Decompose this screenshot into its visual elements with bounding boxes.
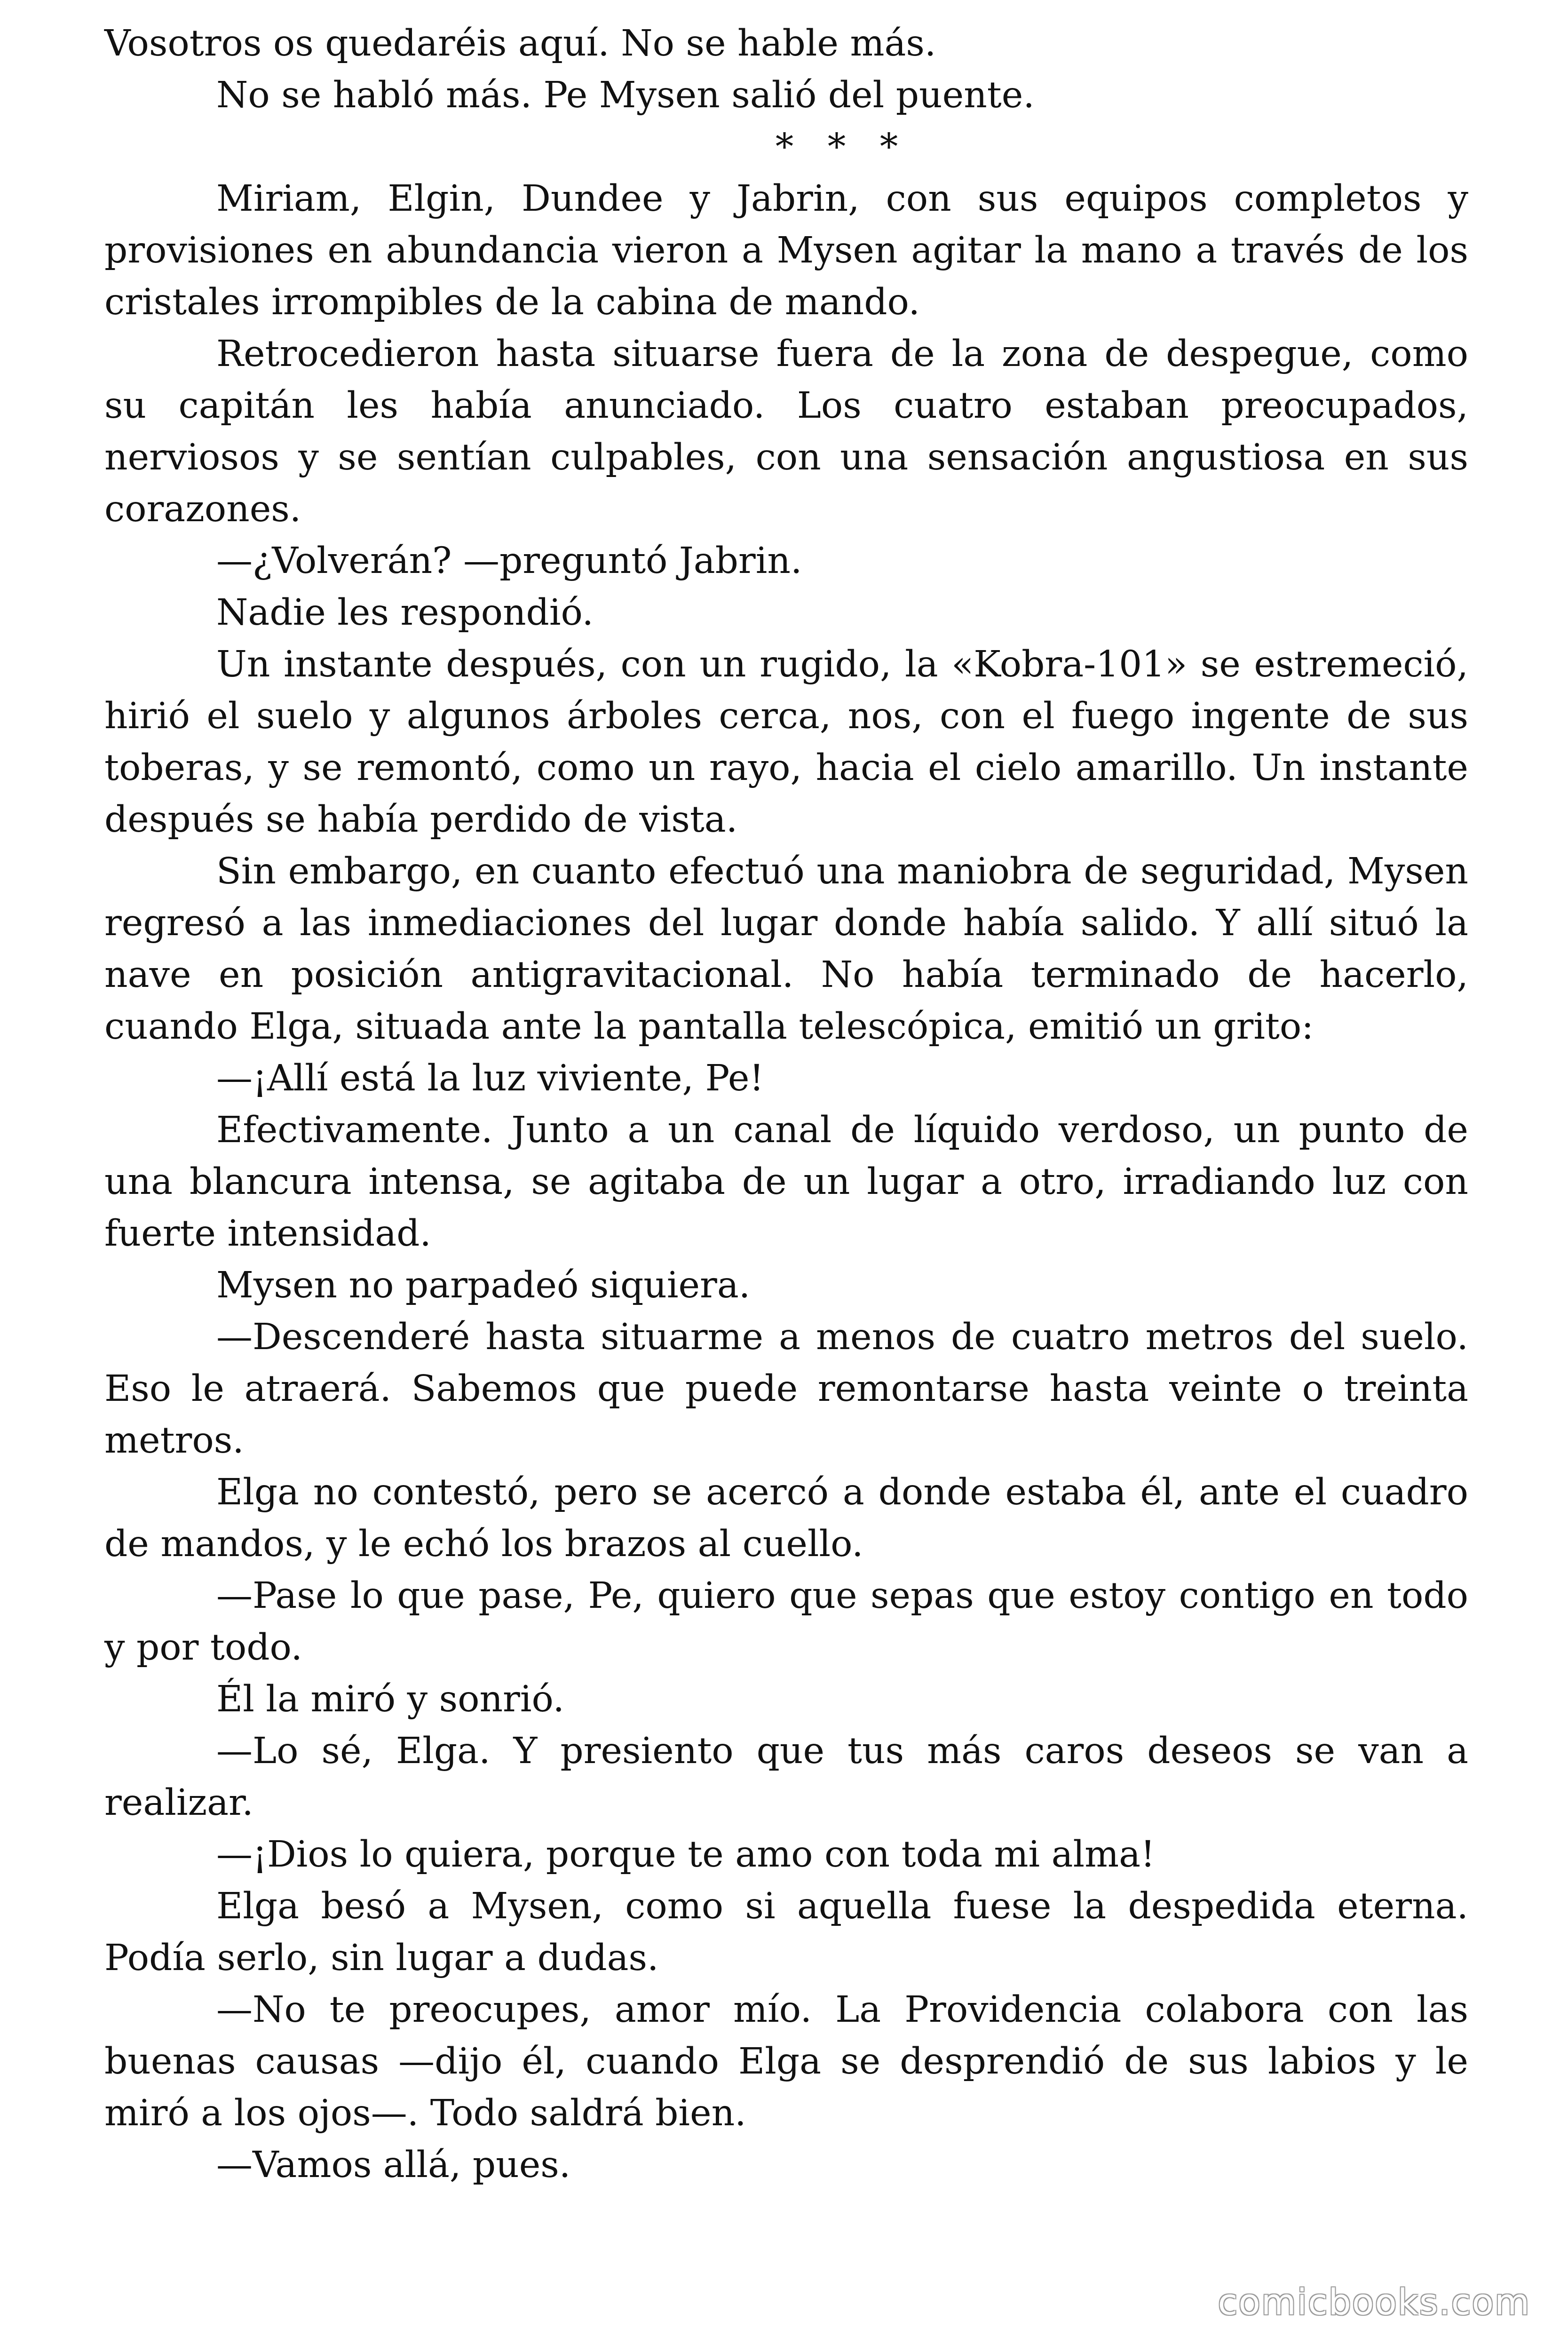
- dialogue-line: —No te preocupes, amor mío. La Providencia colabora con las buenas causas —dijo él, cuando Elga se desprendió de sus labios y le miró a los ojos—. Todo saldrá bien.: [104, 1989, 1468, 2134]
- dialogue-line: —Lo sé, Elga. Y presiento que tus más caros deseos se van a realizar.: [104, 1730, 1468, 1824]
- dialogue-line: —¡Dios lo quiera, porque te amo con toda mi alma!: [216, 1834, 1156, 1875]
- dialogue-line: —Descenderé hasta situarme a menos de cuatro metros del suelo. Eso le atraerá. Sabemos que puede remontarse hasta veinte o treinta metros.: [104, 1316, 1468, 1462]
- paragraph: No se habló más. Pe Mysen salió del puente.: [216, 74, 1035, 116]
- dialogue-line: —¡Allí está la luz viviente, Pe!: [216, 1057, 764, 1099]
- dialogue-line: —Pase lo que pase, Pe, quiero que sepas que estoy contigo en todo y por todo.: [104, 1575, 1468, 1669]
- paragraph: Efectivamente. Junto a un canal de líquido verdoso, un punto de una blancura intensa, se agitaba de un lugar a otro, irradiando luz con fuerte intensidad.: [104, 1109, 1468, 1255]
- paragraph: Elga besó a Mysen, como si aquella fuese la despedida eterna. Podía serlo, sin lugar a dudas.: [104, 1885, 1468, 1979]
- paragraph: Miriam, Elgin, Dundee y Jabrin, con sus equipos completos y provisiones en abundancia vieron a Mysen agitar la mano a través de los cristales irrompibles de la cabina de mando.: [104, 178, 1468, 323]
- dialogue-line: —¿Volverán? —preguntó Jabrin.: [216, 540, 802, 582]
- dialogue-line: —Vamos allá, pues.: [216, 2144, 571, 2186]
- paragraph: Un instante después, con un rugido, la «Kobra-101» se estremeció, hirió el suelo y algunos árboles cerca, nos, con el fuego ingente de sus toberas, y se remontó, como un rayo, hacia el cielo amarillo. Un instante después se había perdido de vista.: [104, 644, 1468, 841]
- paragraph: Retrocedieron hasta situarse fuera de la zona de despegue, como su capitán les había anunciado. Los cuatro estaban preocupados, nerviosos y se sentían culpables, con una sensación angustiosa en sus corazones.: [104, 333, 1468, 530]
- paragraph: Él la miró y sonrió.: [216, 1678, 564, 1720]
- paragraph-continuation: Vosotros os quedaréis aquí. No se hable más.: [104, 23, 936, 64]
- paragraph: Sin embargo, en cuanto efectuó una maniobra de seguridad, Mysen regresó a las inmediaciones del lugar donde había salido. Y allí situó la nave en posición antigravitacional. No había terminado de hacerlo, cuando Elga, situada ante la pantalla telescópica, emitió un grito:: [104, 850, 1468, 1048]
- body-text: [104, 18, 1468, 2191]
- paragraph: Nadie les respondió.: [216, 592, 594, 634]
- scene-break: * * *: [775, 126, 910, 168]
- paragraph: Elga no contestó, pero se acercó a donde estaba él, ante el cuadro de mandos, y le echó los brazos al cuello.: [104, 1471, 1468, 1565]
- watermark: comicbooks.com: [1218, 2281, 1530, 2323]
- paragraph: Mysen no parpadeó siquiera.: [216, 1264, 751, 1306]
